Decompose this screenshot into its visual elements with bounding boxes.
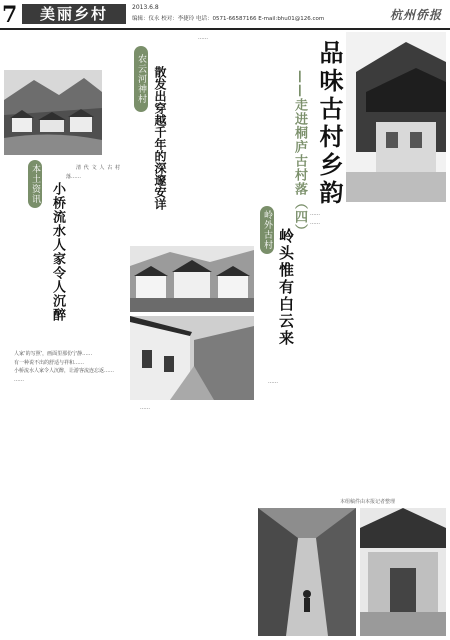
village-photo-left [4,70,102,155]
story-title-mid: 散发出穿越千年的深邃安详 [153,66,167,210]
header-rule [0,28,450,30]
village-photo-mid [130,246,254,312]
story-title-left: 小桥流水人家令人沉醉 [50,182,65,322]
story-tag-right: 岭外古村 [260,206,274,254]
page-number: 7 [2,2,18,28]
alley-photo [258,508,356,636]
ancient-building-photo [346,32,446,202]
courtyard-photo [360,508,446,636]
paragraph: …… [140,405,150,411]
story-body-right-b [258,378,446,498]
newspaper-brand: 杭州侨报 [389,8,442,22]
paragraph: …… [198,35,208,41]
paragraph: 清代文人古村落…… [66,165,120,180]
street-photo-mid [130,316,254,400]
main-subtitle: ——走进桐庐古村落（四） [292,70,307,238]
story-tag-left: 本土资讯 [28,160,42,208]
page-header [0,0,450,28]
paragraph: …… [310,211,320,217]
story-body-right-a [300,210,446,370]
story-tag-mid: 农云河神村 [134,46,148,112]
section-title: 美丽乡村 [22,4,126,24]
paragraph: …… [310,219,320,226]
paragraph: 小桥流水人家令人沉醉，让游客流连忘返…… [14,368,115,374]
paragraph: 人家‘的写照’，画面里那份宁静…… [14,351,93,357]
main-title: 品味古村乡韵 [315,40,344,208]
paragraph: …… [14,376,24,383]
story-body-mid-b [130,404,254,634]
paragraph: 有一种说不出的舒适与祥和…… [14,359,85,366]
story-body-mid-a [188,34,246,239]
paragraph: …… [268,379,278,385]
story-body-left-a [66,164,120,354]
story-body-left-b [4,350,122,634]
issue-date: 2013.6.8 [132,4,159,11]
byline: 本组稿件由本报记者整理 [340,499,396,505]
story-title-right: 岭头惟有白云来 [277,228,295,347]
editor-info: 编辑：仪永 校对：李捷玲 电话：0571-66587166 E-mail:bhu01@126.com [132,16,325,22]
